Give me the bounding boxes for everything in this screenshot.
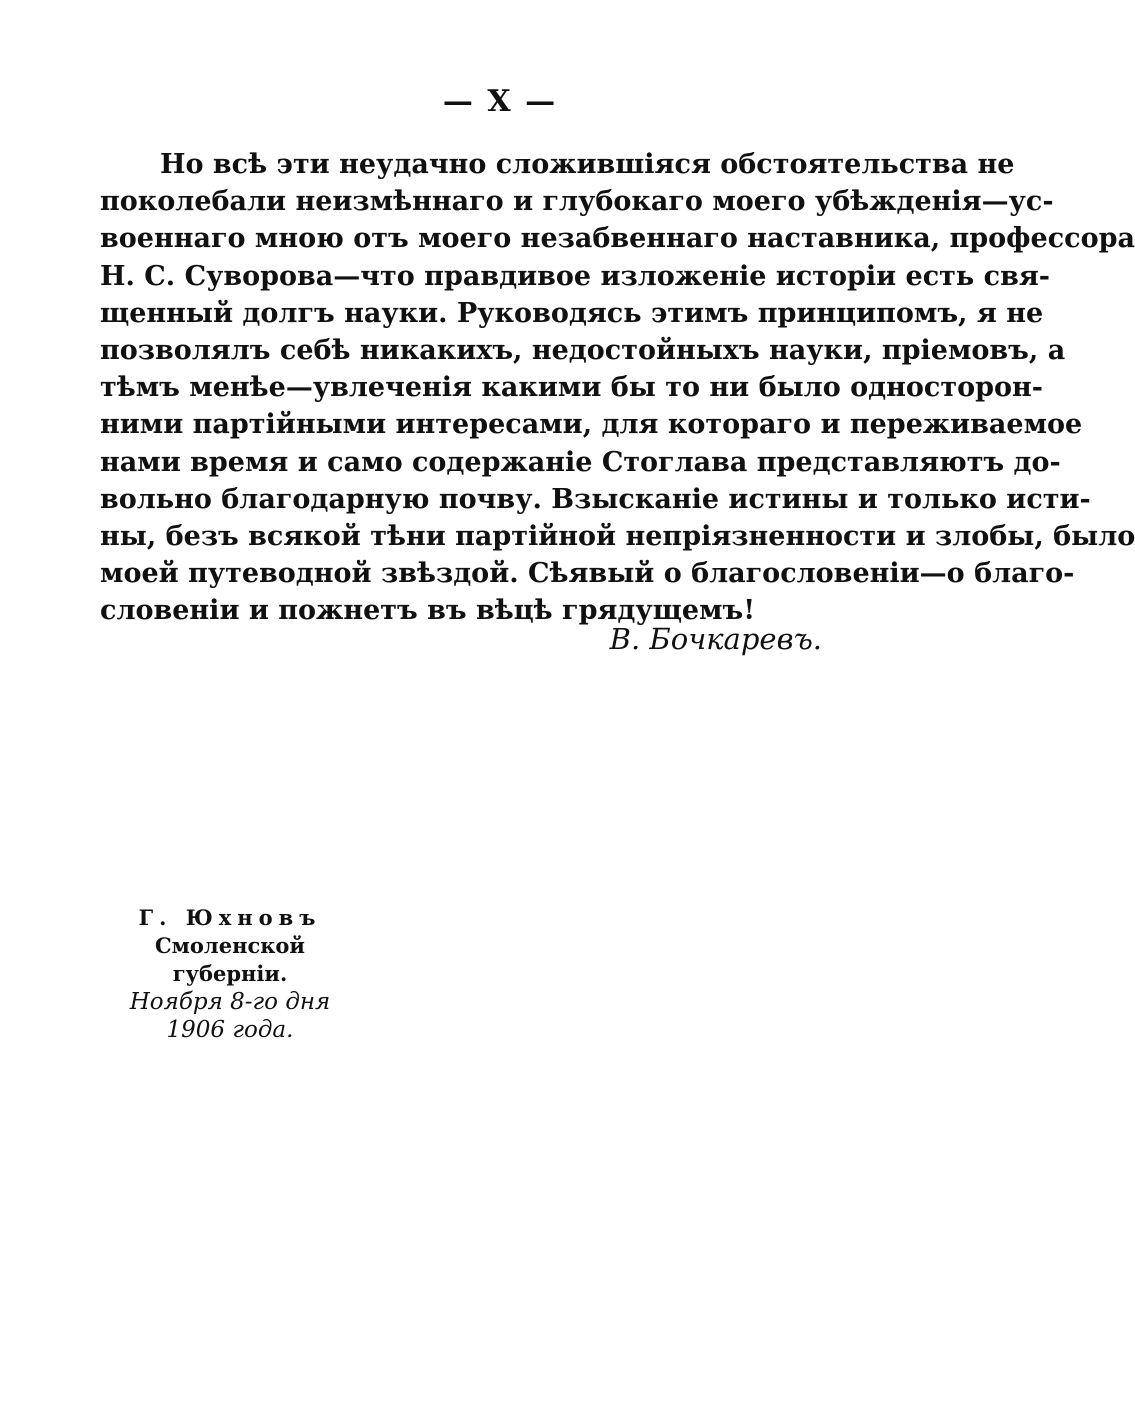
preface-paragraph <box>100 146 1135 629</box>
paragraph-line: вольно благодарную почву. Взысканіе истины и только исти- <box>100 483 1091 515</box>
paragraph-line: ны, безъ всякой тѣни партійной непріязненности и злобы, было <box>100 520 1135 552</box>
paragraph-line: позволялъ себѣ никакихъ, недостойныхъ науки, пріемовъ, а <box>100 334 1066 366</box>
colophon-place: Г. Юхновъ <box>138 905 322 930</box>
paragraph-line: ними партійными интересами, для котораго и переживаемое <box>100 409 1083 441</box>
paragraph-line: моей путеводной звѣздой. Сѣявый о благословеніи—о благо- <box>100 558 1075 590</box>
colophon-date: Ноября 8-го дня <box>129 989 331 1015</box>
author-signature: В. Бочкаревъ. <box>609 622 822 656</box>
paragraph-line: словеніи и пожнетъ въ вѣцѣ грядущемъ! <box>100 595 756 627</box>
paragraph-line: Н. С. Суворова—что правдивое изложеніе исторіи есть свя- <box>100 260 1050 292</box>
colophon-region: Смоленской губерніи. <box>154 933 306 986</box>
paragraph-line: Но всѣ эти неудачно сложившіяся обстоятельства не <box>160 149 1015 180</box>
paragraph-line: нами время и само содержаніе Стоглава представляютъ до- <box>100 446 1061 478</box>
paragraph-line: поколебали неизмѣннаго и глубокаго моего убѣжденія—ус- <box>100 186 1054 218</box>
paragraph-line: щенный долгъ науки. Руководясь этимъ принципомъ, я не <box>100 297 1044 329</box>
page-number: — X — <box>442 84 558 119</box>
colophon-year: 1906 года. <box>166 1017 294 1043</box>
paragraph-line: тѣмъ менѣе—увлеченія какими бы то ни было односторон- <box>100 372 1043 404</box>
colophon <box>100 904 360 1044</box>
paragraph-line: военнаго мною отъ моего незабвеннаго наставника, профессора <box>100 223 1135 255</box>
